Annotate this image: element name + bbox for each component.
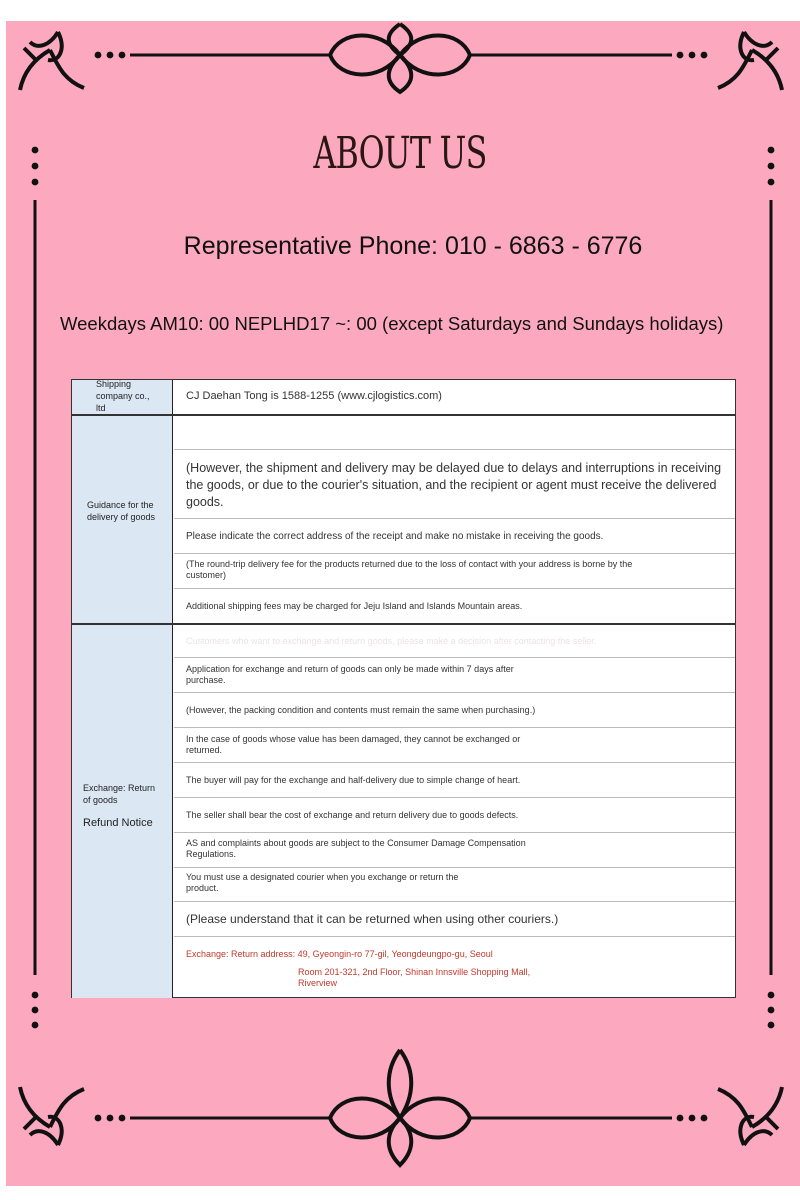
exchange-row-text: In the case of goods whose value has been damaged, they cannot be exchanged or returned. xyxy=(186,734,521,755)
table-row xyxy=(174,728,735,763)
business-hours: Weekdays AM10: 00 NEPLHD17 ~: 00 (except Saturdays and Sundays holidays) xyxy=(60,313,724,334)
table-row xyxy=(174,937,735,997)
delivery-row-text: Additional shipping fees may be charged for Jeju Island and Islands Mountain areas. xyxy=(186,601,523,611)
exchange-label: Exchange: Return of goods xyxy=(83,783,156,805)
table-row xyxy=(174,902,735,937)
table-row xyxy=(174,519,735,554)
delivery-label-cell xyxy=(72,415,173,624)
return-address-line3: Riverview xyxy=(298,978,338,988)
delivery-row-text: (The round-trip delivery fee for the products returned due to the loss of contact with your address is borne by the customer) xyxy=(186,559,633,580)
exchange-row-text: Customers who want to exchange and return goods, please make a decision after contacting the seller. xyxy=(186,636,597,646)
exchange-row-text: AS and complaints about goods are subject to the Consumer Damage Compensation Regulations. xyxy=(186,838,526,859)
table-row xyxy=(174,763,735,798)
table-row xyxy=(174,380,735,415)
table-row xyxy=(174,625,735,658)
refund-notice-label: Refund Notice xyxy=(83,817,153,829)
table-row xyxy=(174,589,735,623)
delivery-row-text: Please indicate the correct address of the receipt and make no mistake in receiving the goods. xyxy=(186,531,604,542)
table-row xyxy=(174,693,735,728)
exchange-row-text: (However, the packing condition and contents must remain the same when purchasing.) xyxy=(186,705,536,715)
table-row xyxy=(174,833,735,868)
table-row xyxy=(174,798,735,833)
info-table xyxy=(71,379,736,998)
return-address-line1: Exchange: Return address: 49, Gyeongin-ro 77-gil, Yeongdeungpo-gu, Seoul xyxy=(186,949,493,959)
exchange-row-text: The buyer will pay for the exchange and half-delivery due to simple change of heart. xyxy=(186,775,521,785)
delivery-label: Guidance for the delivery of goods xyxy=(87,500,156,522)
return-address-line2: Room 201-321, 2nd Floor, Shinan Innsville Shopping Mall, xyxy=(298,967,531,977)
table-row xyxy=(174,554,735,589)
table-row xyxy=(174,868,735,902)
shipping-label-cell xyxy=(72,380,173,415)
delivery-row-text: (However, the shipment and delivery may be delayed due to delays and interruptions in receiving the goods, or due to the courier's situation, and the recipient or agent must receive the delivered goods. xyxy=(186,461,722,509)
exchange-label-cell xyxy=(72,624,173,998)
table-row xyxy=(174,658,735,693)
shipping-label: Shipping company co., ltd xyxy=(96,379,150,413)
table-row xyxy=(174,450,735,519)
page-title: ABOUT US xyxy=(313,128,487,179)
representative-phone: Representative Phone: 010 - 6863 - 6776 xyxy=(183,232,643,260)
table-row xyxy=(174,416,735,450)
exchange-row-text: Application for exchange and return of goods can only be made within 7 days after purchase. xyxy=(186,664,514,685)
exchange-row-text: The seller shall bear the cost of exchange and return delivery due to goods defects. xyxy=(186,810,519,820)
exchange-row-text: You must use a designated courier when you exchange or return the product. xyxy=(186,872,459,893)
shipping-value: CJ Daehan Tong is 1588-1255 (www.cjlogistics.com) xyxy=(186,390,442,402)
exchange-row-text: (Please understand that it can be returned when using other couriers.) xyxy=(186,912,559,926)
